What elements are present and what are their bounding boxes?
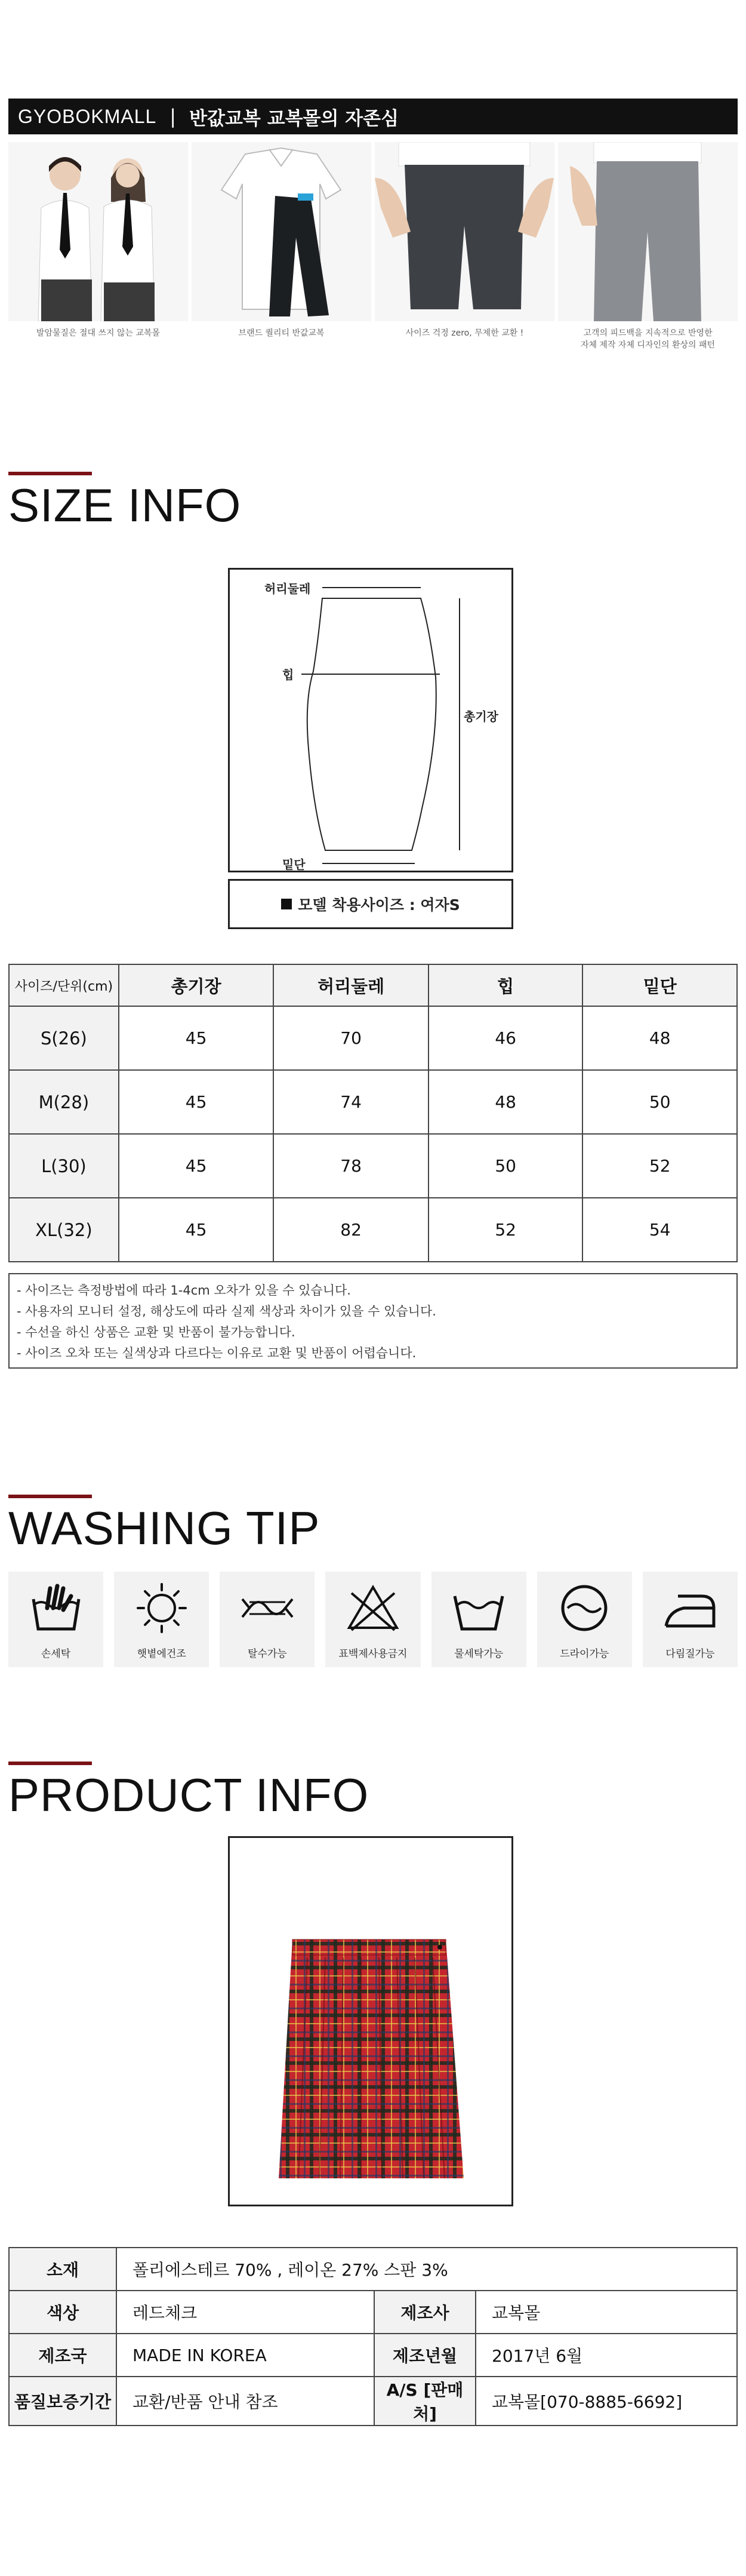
wring-icon: [238, 1581, 297, 1635]
note-line: - 사용자의 모니터 설정, 해상도에 따라 실제 색상과 차이가 있을 수 있습니다.: [17, 1304, 436, 1318]
value-cell: 48: [582, 1006, 737, 1070]
feature-caption: 발암물질은 절대 쓰지 않는 교복몰: [36, 328, 161, 338]
feature-caption: 브랜드 퀄리티 반값교복: [238, 328, 325, 338]
wash-item-dry-clean: [537, 1572, 632, 1667]
pants-photo: [375, 142, 554, 321]
value-cell: 45: [119, 1006, 274, 1070]
size-cell: XL(32): [9, 1198, 119, 1262]
as-value: 교복몰[070-8885-6692]: [476, 2377, 737, 2426]
models-photo: [8, 142, 188, 321]
wash-label: 드라이가능: [560, 1648, 609, 1660]
feature-pattern: [558, 142, 738, 369]
wash-item-hand-wash: [8, 1572, 103, 1667]
size-cell: S(26): [9, 1006, 119, 1070]
product-info-header: [8, 1762, 369, 1820]
table-row: [9, 1070, 737, 1134]
wash-label: 햇볕에건조: [137, 1648, 186, 1660]
wash-label: 표백제사용금지: [338, 1648, 408, 1660]
size-info-title: SIZE INFO: [8, 479, 242, 531]
table-header-cell: 총기장: [119, 964, 274, 1006]
wash-label: 탈수가능: [248, 1648, 287, 1660]
value-cell: 48: [429, 1070, 583, 1134]
country-label: 제조국: [9, 2334, 116, 2377]
wash-item-water-wash: [431, 1572, 526, 1667]
warranty-value: 교환/반품 안내 참조: [116, 2377, 374, 2426]
value-cell: 50: [429, 1134, 583, 1198]
waist-label: 허리둘레: [264, 582, 311, 596]
brand-name: GYOBOKMALL: [18, 105, 157, 127]
size-notes: [8, 1273, 738, 1369]
iron-icon: [660, 1581, 720, 1635]
feature-size: [375, 142, 554, 369]
gray-pants-photo: [558, 142, 738, 321]
value-cell: 52: [429, 1198, 583, 1262]
no-bleach-icon: [343, 1581, 403, 1635]
table-row: [9, 2377, 737, 2426]
value-cell: 45: [119, 1198, 274, 1262]
table-row: [9, 2291, 737, 2334]
date-label: 제조년월: [374, 2334, 476, 2377]
table-row: [9, 2248, 737, 2291]
water-wash-icon: [449, 1581, 508, 1635]
banner-slogan: 반값교복 교복몰의 자존심: [189, 107, 399, 130]
hand-wash-icon: [26, 1581, 86, 1635]
brand-banner: [8, 99, 738, 134]
product-info-title: PRODUCT INFO: [8, 1769, 369, 1821]
value-cell: 52: [582, 1134, 737, 1198]
hip-label: 힙: [282, 668, 294, 682]
section-accent-bar: [8, 472, 92, 475]
warranty-label: 품질보증기간: [9, 2377, 116, 2426]
material-label: 소재: [9, 2248, 116, 2291]
color-value: 레드체크: [116, 2291, 374, 2334]
section-accent-bar: [8, 1762, 92, 1765]
model-size-text: 모델 착용사이즈 : 여자S: [298, 896, 460, 914]
table-row: [9, 1134, 737, 1198]
sun-dry-icon: [132, 1581, 192, 1635]
value-cell: 78: [273, 1134, 429, 1198]
size-cell: M(28): [9, 1070, 119, 1134]
feature-caption: 사이즈 걱정 zero, 무제한 교환 !: [405, 328, 524, 338]
table-header-row: [9, 964, 737, 1006]
table-row: [9, 1198, 737, 1262]
product-info-table: [8, 2247, 738, 2426]
uniform-photo: [192, 142, 371, 321]
wash-label: 다림질가능: [665, 1648, 715, 1660]
feature-strip: [8, 142, 738, 369]
feature-caption: 고객의 피드백을 지속적으로 반영한 자체 제작 자체 디자인의 환상의 패턴: [580, 328, 716, 350]
wash-item-wring: [220, 1572, 315, 1667]
table-row: [9, 1006, 737, 1070]
note-line: - 사이즈는 측정방법에 따라 1-4cm 오차가 있을 수 있습니다.: [17, 1283, 351, 1298]
washing-tip-header: [8, 1495, 320, 1553]
wash-item-no-bleach: [325, 1572, 420, 1667]
washing-icons: [8, 1572, 738, 1667]
value-cell: 70: [273, 1006, 429, 1070]
square-bullet-icon: [281, 899, 292, 909]
value-cell: 50: [582, 1070, 737, 1134]
value-cell: 74: [273, 1070, 429, 1134]
maker-value: 교복몰: [476, 2291, 737, 2334]
value-cell: 45: [119, 1134, 274, 1198]
size-info-header: [8, 472, 241, 530]
value-cell: 46: [429, 1006, 583, 1070]
washing-tip-title: WASHING TIP: [8, 1502, 320, 1554]
size-cell: L(30): [9, 1134, 119, 1198]
size-table: [8, 964, 738, 1262]
color-label: 색상: [9, 2291, 116, 2334]
section-accent-bar: [8, 1495, 92, 1498]
wash-item-sun-dry: [114, 1572, 209, 1667]
feature-uniform: [192, 142, 371, 369]
date-value: 2017년 6월: [476, 2334, 737, 2377]
dry-clean-icon: [554, 1581, 614, 1635]
wash-item-iron: [643, 1572, 738, 1667]
value-cell: 82: [273, 1198, 429, 1262]
hem-label: 밑단: [282, 857, 306, 872]
maker-label: 제조사: [374, 2291, 476, 2334]
table-header-cell: 사이즈/단위(cm): [9, 964, 119, 1006]
as-label: A/S [판매처]: [374, 2377, 476, 2426]
feature-models: [8, 142, 188, 369]
material-value: 폴리에스테르 70% , 레이온 27% 스판 3%: [116, 2248, 737, 2291]
note-line: - 사이즈 오차 또는 실색상과 다르다는 이유로 교환 및 반품이 어렵습니다.: [17, 1346, 417, 1360]
table-header-cell: 밑단: [582, 964, 737, 1006]
wash-label: 손세탁: [41, 1648, 71, 1660]
banner-separator: |: [169, 105, 177, 128]
table-header-cell: 허리둘레: [273, 964, 429, 1006]
product-photo: [228, 1836, 513, 2206]
value-cell: 54: [582, 1198, 737, 1262]
wash-label: 물세탁가능: [454, 1648, 504, 1660]
model-size-box: [228, 879, 513, 929]
value-cell: 45: [119, 1070, 274, 1134]
length-label: 총기장: [464, 709, 498, 724]
skirt-size-diagram: [228, 568, 513, 872]
table-header-cell: 힙: [429, 964, 583, 1006]
country-value: MADE IN KOREA: [116, 2334, 374, 2377]
table-row: [9, 2334, 737, 2377]
note-line: - 수선을 하신 상품은 교환 및 반품이 불가능합니다.: [17, 1325, 295, 1339]
